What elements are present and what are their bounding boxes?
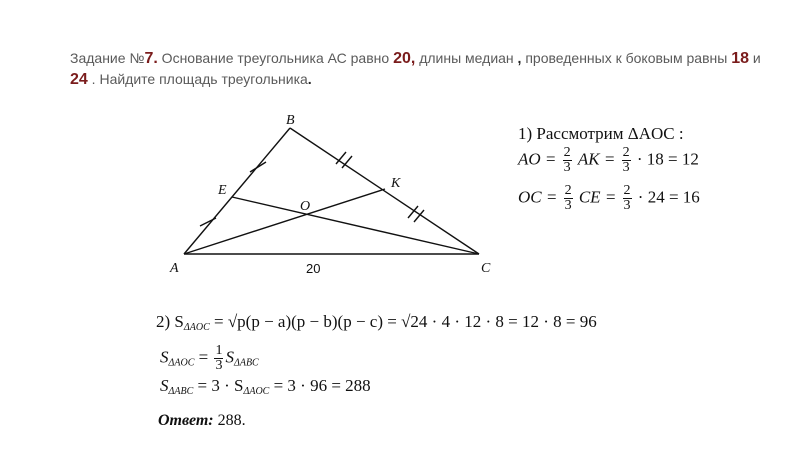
task-text: и <box>749 50 761 66</box>
fraction-numerator: 2 <box>622 145 630 160</box>
base-length-label: 20 <box>306 261 321 276</box>
task-text: , <box>517 50 522 66</box>
point-o-label: O <box>300 199 311 214</box>
fraction <box>563 146 572 175</box>
step1-oc-equation <box>518 184 700 213</box>
task-text: длины медиан <box>415 50 518 66</box>
answer-value: 288. <box>217 412 246 429</box>
equation-part: S <box>160 347 169 367</box>
equation-part: CE = <box>578 187 617 207</box>
equation-subscript: ΔAOC <box>243 386 270 397</box>
fraction-numerator: 2 <box>623 183 631 198</box>
median-ak <box>184 189 385 254</box>
answer-line <box>158 412 246 430</box>
equation-part: S <box>160 376 169 395</box>
fraction-numerator: 2 <box>564 183 572 198</box>
task-text: Основание треугольника АС равно <box>157 50 394 66</box>
fraction <box>623 184 632 213</box>
vertex-b-label: B <box>286 113 295 128</box>
fraction-denominator: 3 <box>622 160 630 175</box>
equation-part: = √p(p − a)(p − b)(p − c) = √24 · 4 · 12 · 8 = 12 · 8 = 96 <box>209 312 597 331</box>
step1-ao-equation <box>518 146 699 175</box>
median-ce <box>232 197 479 254</box>
task-text: . Найдите площадь треугольника <box>87 71 308 87</box>
step2-final-area <box>160 376 371 397</box>
step2-heron-formula <box>156 312 597 333</box>
equation-subscript: ΔABC <box>233 357 259 369</box>
equation-subscript: ΔAOC <box>168 357 195 369</box>
task-text: проведенных к боковым равны <box>521 50 732 66</box>
step1-heading: 1) Рассмотрим ΔAOC : <box>518 124 684 143</box>
equation-part: = 3 · S <box>193 376 244 395</box>
task-text: Задание № <box>70 50 145 66</box>
fraction-denominator: 3 <box>563 160 571 175</box>
equation-part: · 24 = 16 <box>637 187 700 207</box>
equation-part: AO = <box>518 149 557 169</box>
equation-part: AK = <box>577 149 616 169</box>
answer-label: Ответ: <box>158 412 214 429</box>
side-ab <box>184 128 290 254</box>
task-number: 7. <box>144 50 158 67</box>
vertex-a-label: A <box>170 261 179 276</box>
base-length: 20, <box>393 50 416 67</box>
equation-part: = 3 · 96 = 288 <box>269 376 371 395</box>
task-text: . <box>307 71 312 87</box>
fraction-denominator: 3 <box>215 358 223 373</box>
point-e-label: E <box>218 183 227 198</box>
fraction-numerator: 1 <box>215 343 223 358</box>
equation-subscript: ΔAOC <box>183 322 210 333</box>
fraction <box>622 146 631 175</box>
fraction <box>214 344 223 373</box>
step2-area-ratio <box>160 344 259 373</box>
equation-part: 2) S <box>156 312 184 331</box>
fraction-denominator: 3 <box>623 198 631 213</box>
vertex-c-label: C <box>481 261 491 276</box>
median-length-2: 24 <box>70 71 88 88</box>
tick-mark <box>250 162 266 172</box>
equation-part: S <box>225 347 234 367</box>
side-bc <box>290 128 479 254</box>
fraction-denominator: 3 <box>564 198 572 213</box>
equation-part: OC = <box>518 187 558 207</box>
fraction-numerator: 2 <box>563 145 571 160</box>
equation-subscript: ΔABC <box>168 386 194 397</box>
median-length-1: 18 <box>731 50 750 67</box>
fraction <box>564 184 573 213</box>
equation-part: · 18 = 12 <box>636 149 699 169</box>
equation-part: = <box>194 347 213 367</box>
point-k-label: K <box>391 176 401 191</box>
